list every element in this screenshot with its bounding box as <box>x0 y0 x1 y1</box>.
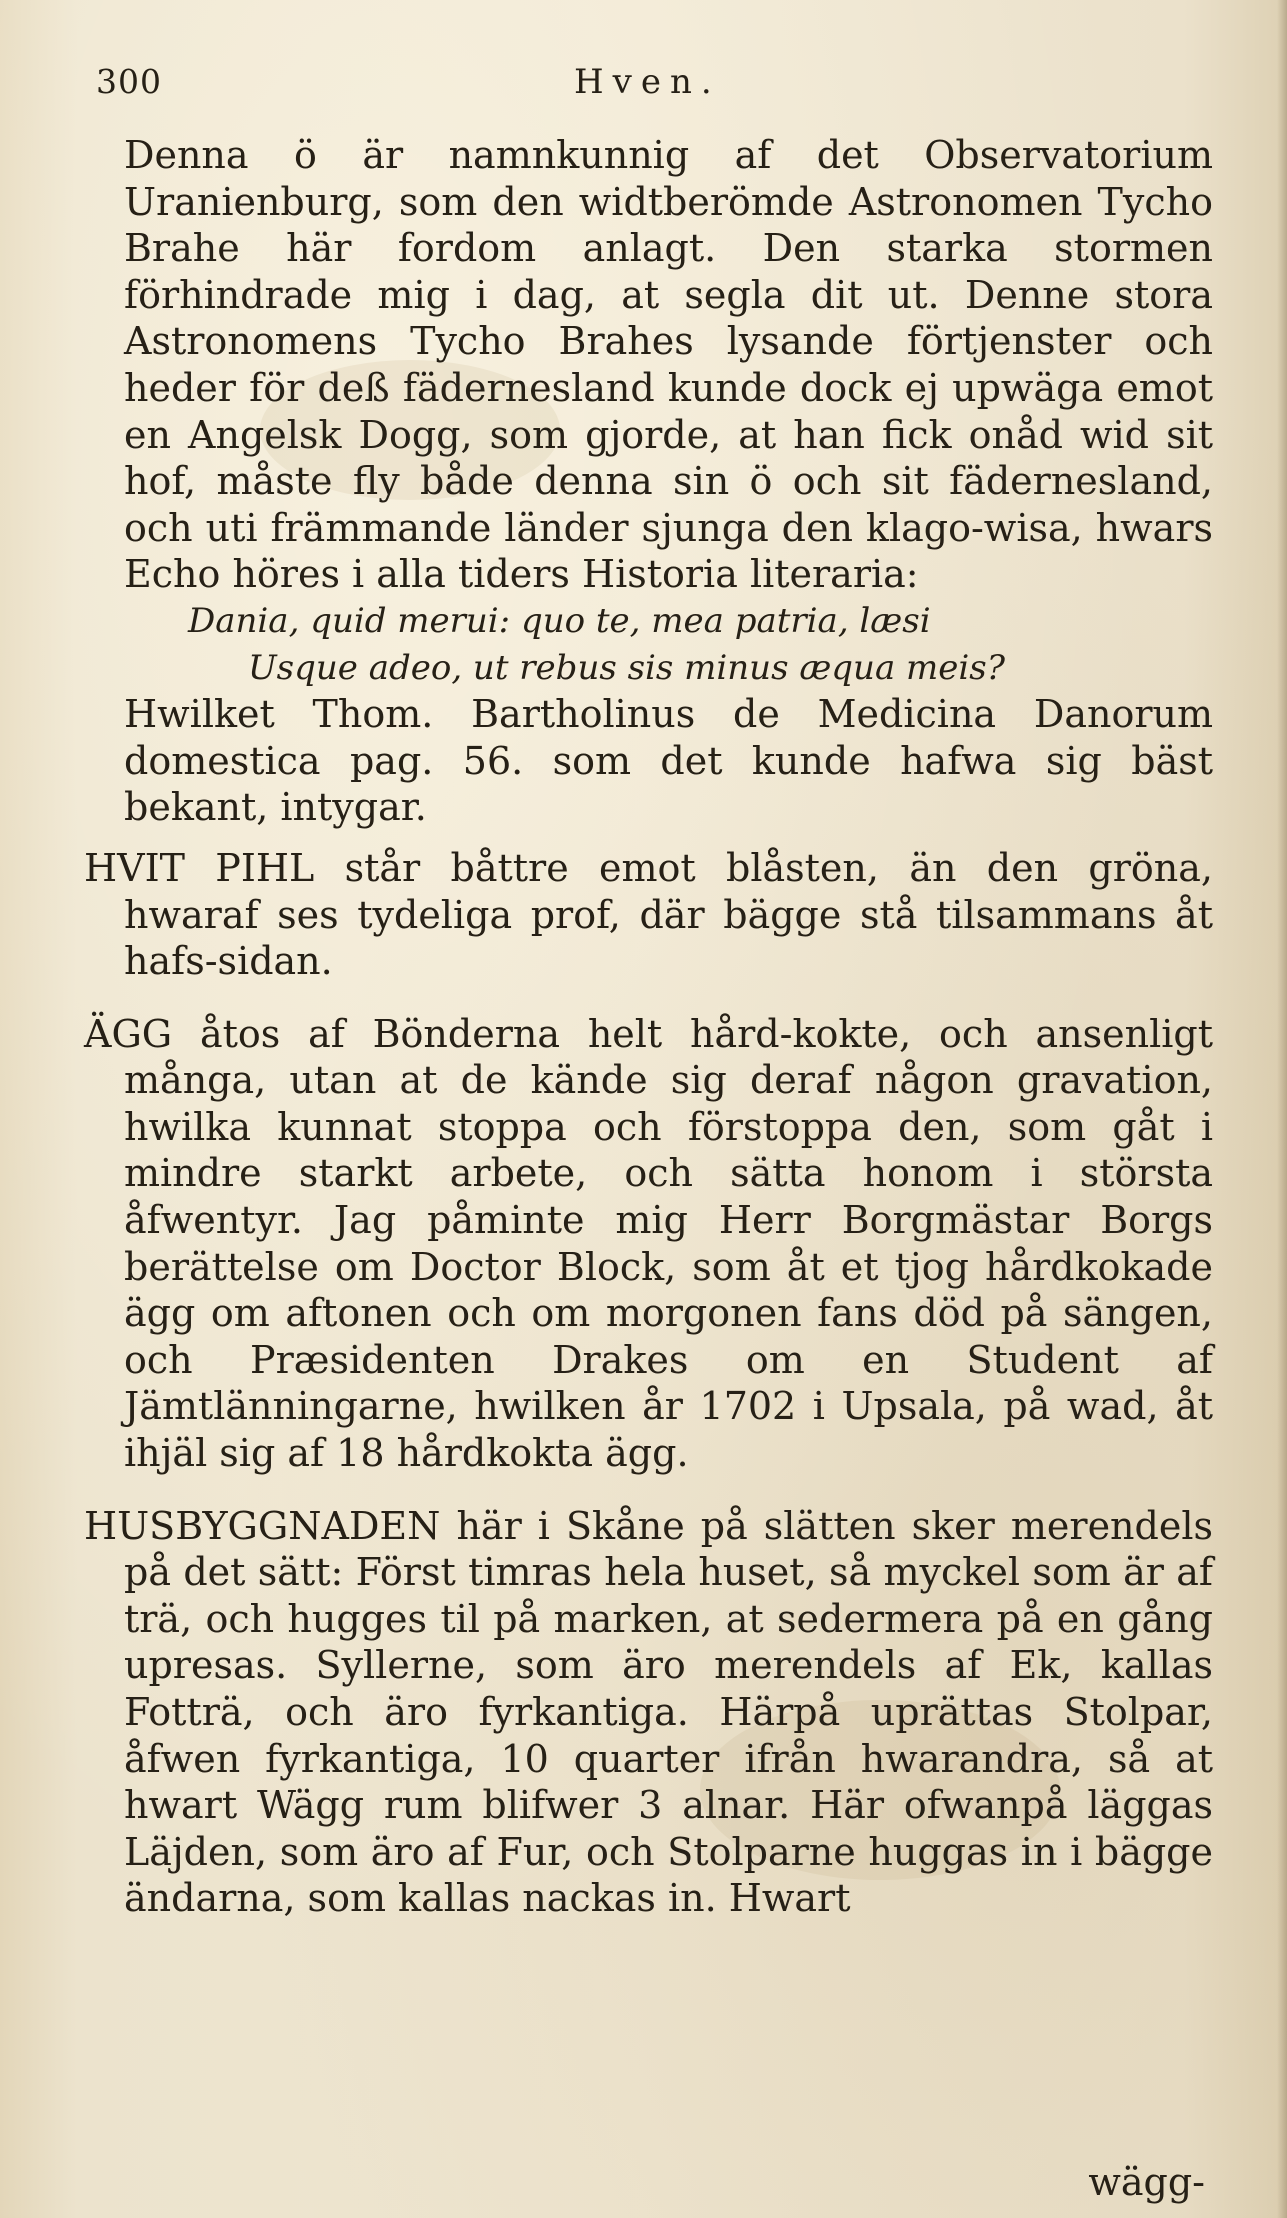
page-header <box>96 62 1196 102</box>
running-head: Hven. <box>574 62 721 102</box>
latin-verse <box>78 598 1213 691</box>
page-edge-shadow <box>1277 0 1287 2218</box>
catchword: wägg- <box>1088 2160 1205 2204</box>
paragraph-hven-observatorium: Denna ö är namnkunnig af det Observatorium Uranienburg, som den widtberömde Astronomen Tycho Brahe här fordom anlagt. Den starka stormen förhindrade mig i dag, at segla dit ut. Denne stora Astronomens Tycho Brahes lysande förtjenster och heder för deß fädernesland kunde dock ej upwäga emot en Angelsk Dogg, som gjorde, at han fick onåd wid sit hof, måste fly både denna sin ö och sit fädernesland, och uti främmande länder sjunga den klago-wisa, hwars Echo höres i alla tiders Historia literaria: <box>124 133 1213 597</box>
page-number: 300 <box>96 62 162 101</box>
paragraph-agg: ÄGG åtos af Bönderna helt hård-kokte, och ansenligt många, utan at de kände sig deraf någon gravation, hwilka kunnat stoppa och förstoppa den, som gåt i mindre starkt arbete, och sätta honom i största åfwentyr. Jag påminte mig Herr Borgmästar Borgs berättelse om Doctor Block, som åt et tjog hårdkokade ägg om aftonen och om morgonen fans död på sängen, och Præsidenten Drakes om en Student af Jämtlänningarne, hwilken år 1702 i Upsala, på wad, åt ihjäl sig af 18 hårdkokta ägg. <box>84 1011 1213 1476</box>
page-text <box>78 132 1213 1922</box>
paragraph-hvit-pihl: HVIT PIHL står båttre emot blåsten, än den gröna, hwaraf ses tydeliga prof, där bägge stå tilsammans åt hafs-sidan. <box>84 845 1213 984</box>
paragraph-husbyggnaden: HUSBYGGNADEN här i Skåne på slätten sker merendels på det sätt: Först timras hela huset, så myckel som är af trä, och hugges til på marken, at sedermera på en gång upresas. Syllerne, som äro merendels af Ek, kallas Fotträ, och äro fyrkantiga. Härpå uprättas Stolpar, åfwen fyrkantiga, 10 quarter ifrån hwarandra, så at hwart Wägg rum blifwer 3 alnar. Här ofwanpå läggas Läjden, som äro af Fur, och Stolparne huggas in i bägge ändarna, som kallas nackas in. Hwart <box>84 1503 1213 1921</box>
verse-line: Dania, quid merui: quo te, mea patria, læsi <box>188 600 931 641</box>
verse-line: Usque adeo, ut rebus sis minus æqua meis? <box>248 647 1005 688</box>
paragraph-bartholinus: Hwilket Thom. Bartholinus de Medicina Danorum domestica pag. 56. som det kunde hafwa sig bäst bekant, intygar. <box>124 692 1213 830</box>
